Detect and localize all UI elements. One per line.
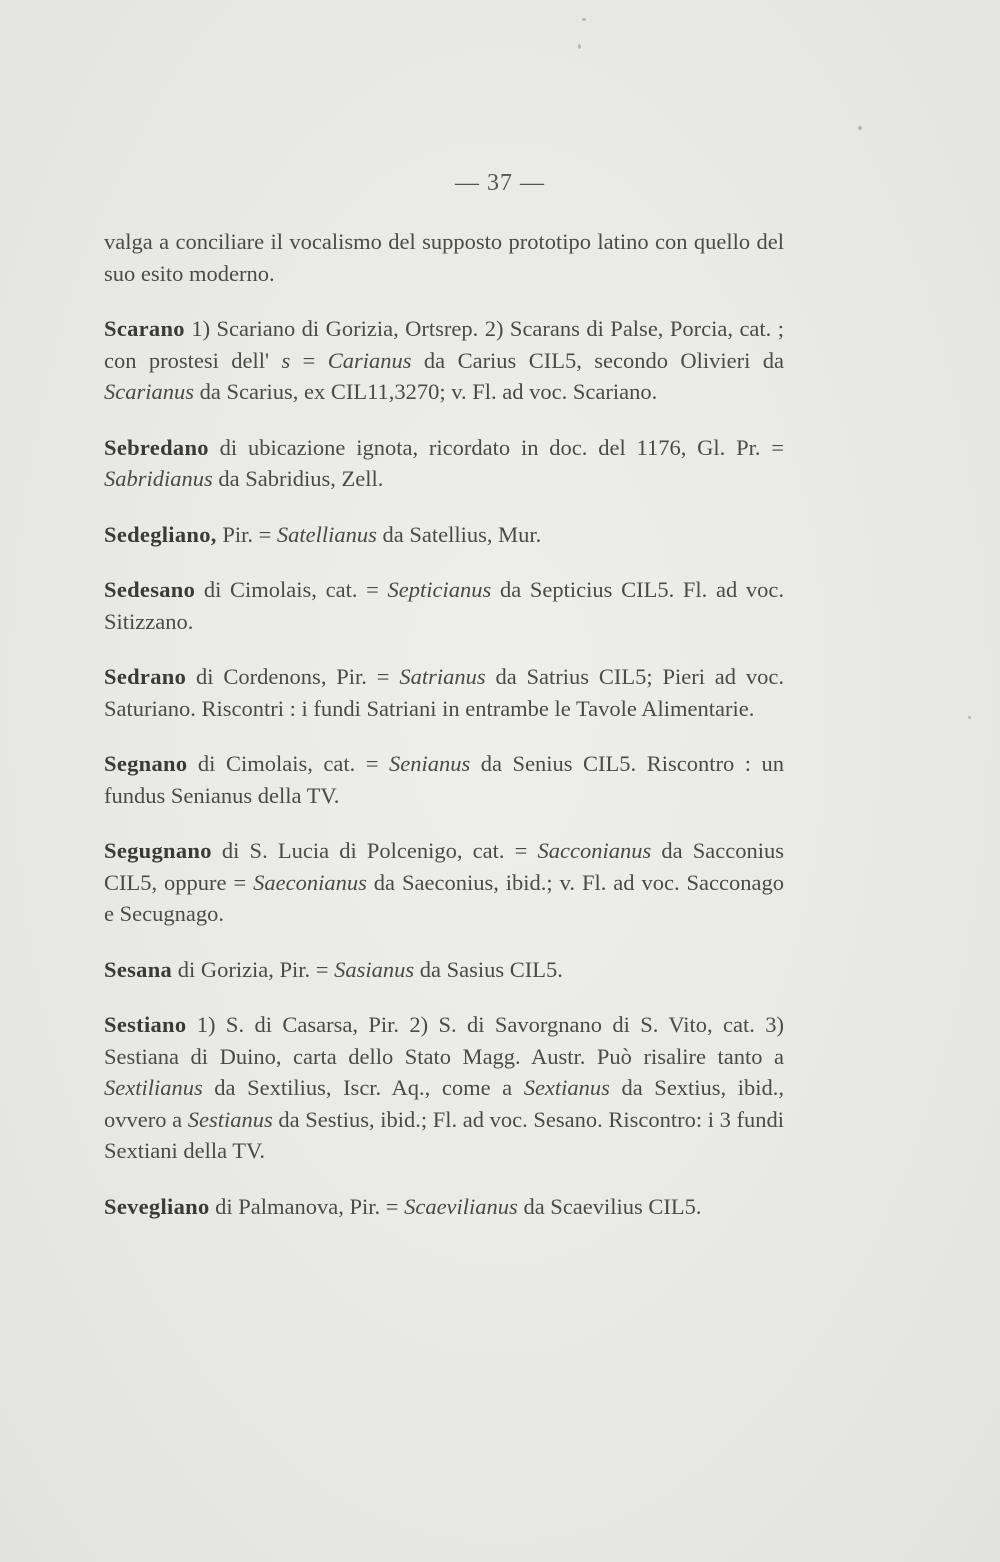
entry-text: di Cimolais, cat. = [195,577,388,602]
latin-form: Saeconianus [253,869,367,895]
entry-headword: Sestiano [104,1012,187,1037]
entry-text: di S. Lucia di Polcenigo, cat. = [211,838,538,863]
paper-speck [858,126,862,130]
entry-text: da Satrius CIL5; Pieri ad voc. Saturiano. Riscontri : i fundi Satriani in entrambe le Tavole Alimentarie. [104,664,785,721]
latin-form: Sasianus [334,956,415,982]
entry-headword: Scarano [104,316,185,341]
entry-headword: Sedegliano, [104,521,217,547]
entry-text: da Scarius, ex CIL11,3270; v. Fl. ad voc. Scariano. [194,379,658,404]
latin-form: Sabridianus [104,466,213,491]
latin-form: Satrianus [399,664,486,689]
dictionary-entry [104,661,784,724]
entry-text: Pir. = [216,521,277,547]
dictionary-entry [104,1191,784,1223]
entry-headword: Segugnano [104,838,212,863]
entry-text: da Septicius CIL5. Fl. ad voc. Sitizzano. [104,577,785,634]
paper-speck [578,44,581,49]
dictionary-entry [104,574,784,637]
entry-text: di Cimolais, cat. = [187,751,389,776]
entry-text: da Sestius, ibid.; Fl. ad voc. Sesano. Riscontro: i 3 fundi Sextiani della TV. [104,1106,785,1163]
entry-headword: Sedesano [104,577,196,602]
entry-text: da Saeconius, ibid.; v. Fl. ad voc. Sacconago e Secugnago. [104,869,784,926]
entry-text: da Sacconius CIL5, oppure = [104,838,785,895]
latin-form: Senianus [388,751,471,776]
entry-text: = [290,347,328,373]
body-text [104,226,784,1222]
entry-text: di ubicazione ignota, ricordato in doc. del 1176, Gl. Pr. = [208,434,784,460]
latin-form: Sextilianus [104,1075,203,1100]
continuation-paragraph: valga a conciliare il vocalismo del supposto prototipo latino con quello del suo esito moderno. [104,229,784,286]
entry-headword: Sevegliano [104,1193,210,1219]
dictionary-entry [104,519,784,551]
entry-text: di Palmanova, Pir. = [209,1193,405,1219]
dictionary-entry [104,313,784,408]
latin-form: Scarianus [104,379,194,404]
latin-form: Satellianus [276,521,377,547]
dictionary-entry [104,835,784,930]
latin-form: Sextianus [523,1075,610,1100]
dictionary-entry [104,954,784,986]
latin-form: Scaevilianus [404,1193,518,1219]
latin-form: Sestianus [187,1106,273,1132]
latin-form: Carianus [327,347,412,373]
entry-text: da Scaevilius CIL5. [517,1193,702,1219]
entry-text: da Satellius, Mur. [376,521,542,547]
dictionary-entry [104,748,784,811]
entry-text: da Sasius CIL5. [414,956,563,982]
entry-text: da Carius CIL5, secondo Olivieri da [411,347,784,373]
paper-speck [968,716,971,719]
entry-text: da Sextilius, Iscr. Aq., come a [202,1075,524,1100]
entry-text: 1) Scariano di Gorizia, Ortsrep. 2) Scarans di Palse, Porcia, cat. ; con prostesi dell' [104,316,784,373]
entry-headword: Sedrano [104,664,187,689]
entry-text: di Cordenons, Pir. = [186,664,400,689]
entry-headword: Sebredano [104,434,209,460]
latin-form: Sacconianus [537,838,652,863]
entry-text: da Sextius, ibid., ovvero a [104,1075,785,1132]
entry-headword: Segnano [104,751,188,776]
entry-text: da Sabridius, Zell. [212,466,384,491]
page-number: — 37 — [455,170,545,196]
latin-form: s [281,347,291,373]
entry-text: da Senius CIL5. Riscontro : un fundus Senianus della TV. [104,751,785,808]
entry-text: di Gorizia, Pir. = [172,956,335,982]
dictionary-entry [104,1009,784,1167]
entry-list [104,313,784,1222]
latin-form: Septicianus [387,577,492,602]
paper-speck [582,18,586,21]
entry-headword: Sesana [104,956,173,982]
entry-text: 1) S. di Casarsa, Pir. 2) S. di Savorgnano di S. Vito, cat. 3) Sestiana di Duino, carta dello Stato Magg. Austr. Può risalire tanto a [104,1012,784,1069]
dictionary-entry [104,432,784,495]
